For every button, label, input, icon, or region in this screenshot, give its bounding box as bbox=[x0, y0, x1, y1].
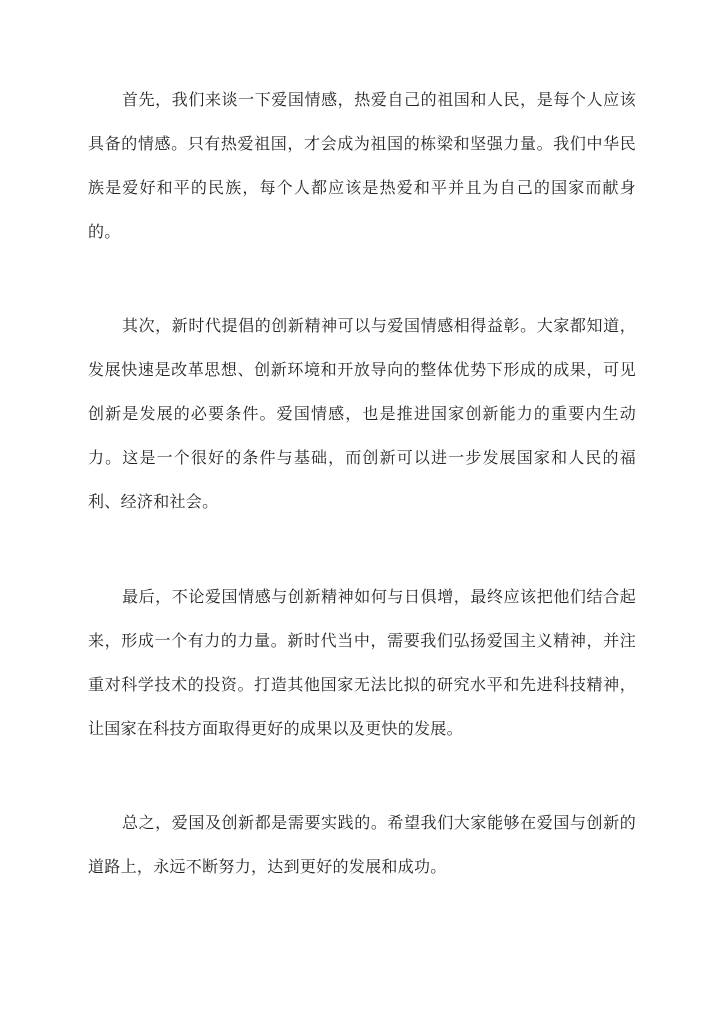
paragraph-third: 最后，不论爱国情感与创新精神如何与日俱增，最终应该把他们结合起来，形成一个有力的力量。新时代当中，需要我们弘扬爱国主义精神，并注重对科学技术的投资。打造其他国家无法比拟的研究水平和先进科技精神，让国家在科技方面取得更好的成果以及更快的发展。 bbox=[88, 587, 636, 738]
paragraph-conclusion: 总之，爱国及创新都是需要实践的。希望我们大家能够在爱国与创新的道路上，永远不断努力，达到更好的发展和成功。 bbox=[88, 813, 636, 876]
paragraph-first: 首先，我们来谈一下爱国情感，热爱自己的祖国和人民，是每个人应该具备的情感。只有热爱祖国，才会成为祖国的栋梁和坚强力量。我们中华民族是爱好和平的民族，每个人都应该是热爱和平并且为自己的国家而献身的。 bbox=[88, 90, 636, 241]
paragraph-second: 其次，新时代提倡的创新精神可以与爱国情感相得益彰。大家都知道，发展快速是改革思想、创新环境和开放导向的整体优势下形成的成果，可见创新是发展的必要条件。爱国情感，也是推进国家创新能力的重要内生动力。这是一个很好的条件与基础，而创新可以进一步发展国家和人民的福利、经济和社会。 bbox=[88, 316, 636, 511]
